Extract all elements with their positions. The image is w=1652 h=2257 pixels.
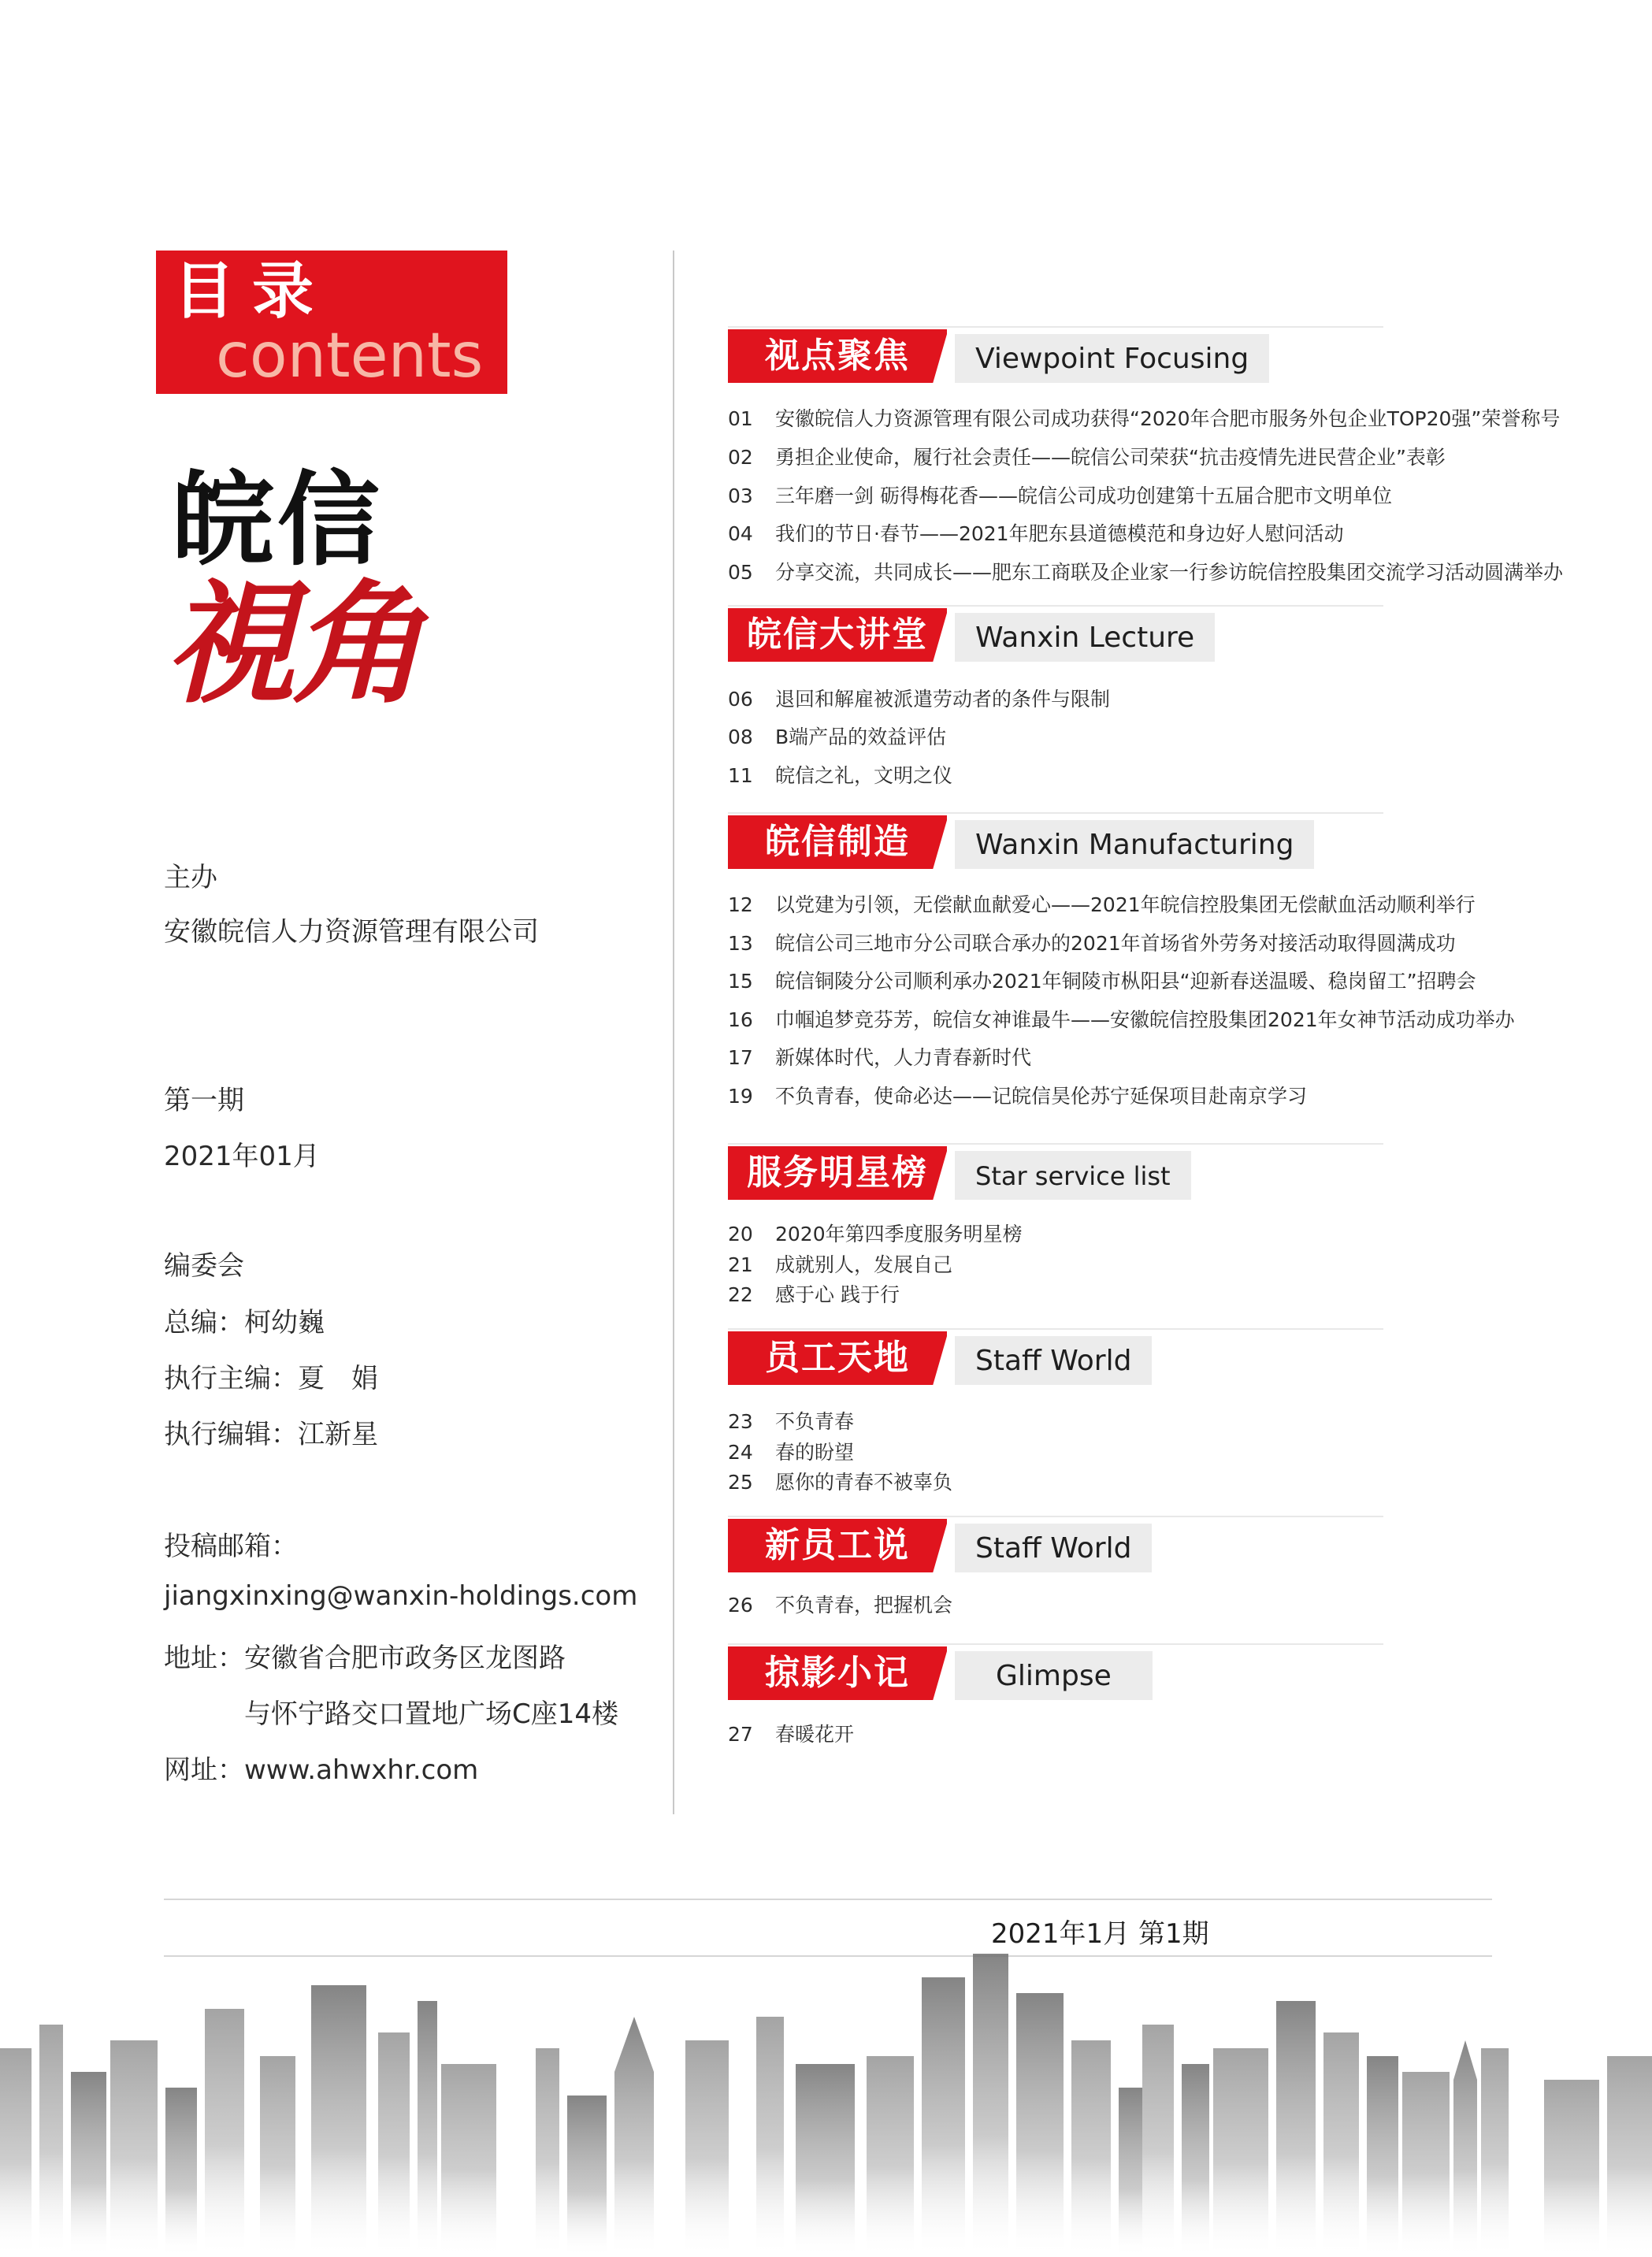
section-title-zh: 皖信大讲堂 xyxy=(728,608,947,662)
section-title-en: Staff World xyxy=(955,1524,1152,1572)
section-title-zh: 视点聚焦 xyxy=(728,329,947,383)
email-label: 投稿邮箱： xyxy=(164,1531,298,1562)
article-title: 2020年第四季度服务明星榜 xyxy=(775,1223,1023,1245)
footer-date-issue: 2021年1月 第1期 xyxy=(991,1918,1209,1950)
toc-item[interactable] xyxy=(728,684,1110,712)
issue-number: 第一期 xyxy=(164,1085,244,1116)
page-number: 17 xyxy=(728,1046,753,1069)
page-number: 08 xyxy=(728,726,753,748)
article-title: 不负青春 xyxy=(775,1410,855,1433)
page-number: 15 xyxy=(728,970,753,993)
toc-item[interactable] xyxy=(728,1590,952,1618)
section-header-viewpoint xyxy=(728,329,1383,383)
section-header-star-service xyxy=(728,1146,1383,1200)
email-link[interactable]: jiangxinxing@wanxin-holdings.com xyxy=(164,1580,638,1612)
toc-item[interactable] xyxy=(728,1279,900,1308)
toc-item[interactable] xyxy=(728,557,1563,585)
page-number: 25 xyxy=(728,1471,753,1494)
article-title: 不负青春，使命必达——记皖信昊伦苏宁延保项目赴南京学习 xyxy=(775,1085,1308,1108)
article-title: 春暖花开 xyxy=(775,1723,855,1746)
article-title: 皖信铜陵分公司顺利承办2021年铜陵市枞阳县“迎新春送温暖、稳岗留工”招聘会 xyxy=(775,970,1476,993)
article-title: B端产品的效益评估 xyxy=(775,726,947,748)
toc-item[interactable] xyxy=(728,928,1456,956)
article-title: 勇担企业使命，履行社会责任——皖信公司荣获“抗击疫情先进民营企业”表彰 xyxy=(775,446,1446,469)
page-number: 26 xyxy=(728,1594,753,1617)
toc-item[interactable] xyxy=(728,1719,854,1747)
page-number: 20 xyxy=(728,1223,753,1245)
page-number: 16 xyxy=(728,1008,753,1031)
page-number: 03 xyxy=(728,484,753,507)
toc-item[interactable] xyxy=(728,966,1476,994)
toc-item[interactable] xyxy=(728,518,1344,547)
article-title: 新媒体时代，人力青春新时代 xyxy=(775,1046,1032,1069)
address-line-2: 与怀宁路交口置地广场C座14楼 xyxy=(244,1698,619,1730)
section-title-en: Staff World xyxy=(955,1336,1152,1385)
article-title: 以党建为引领，无偿献血献爱心——2021年皖信控股集团无偿献血活动顺利举行 xyxy=(775,893,1476,916)
article-title: 皖信之礼，文明之仪 xyxy=(775,764,953,787)
page-number: 21 xyxy=(728,1253,753,1276)
toc-item[interactable] xyxy=(728,1219,1023,1247)
article-title: 分享交流，共同成长——肥东工商联及企业家一行参访皖信控股集团交流学习活动圆满举办 xyxy=(775,561,1564,584)
section-header-new-staff xyxy=(728,1519,1383,1572)
article-title: 不负青春，把握机会 xyxy=(775,1594,953,1617)
page-number: 23 xyxy=(728,1410,753,1433)
sponsor-label: 主办 xyxy=(164,862,217,893)
issue-date: 2021年01月 xyxy=(164,1141,320,1172)
column-divider xyxy=(673,251,674,1814)
section-title-en: Star service list xyxy=(955,1151,1191,1200)
toc-item[interactable] xyxy=(728,1042,1031,1071)
page-number: 24 xyxy=(728,1441,753,1464)
article-title: 成就别人，发展自己 xyxy=(775,1253,953,1276)
section-title-en: Wanxin Lecture xyxy=(955,613,1215,662)
page-number: 12 xyxy=(728,893,753,916)
page-number: 04 xyxy=(728,522,753,545)
article-title: 我们的节日·春节——2021年肥东县道德模范和身边好人慰问活动 xyxy=(775,522,1344,545)
page-number: 02 xyxy=(728,446,753,469)
toc-item[interactable] xyxy=(728,1467,952,1495)
article-title: 愿你的青春不被辜负 xyxy=(775,1471,953,1494)
chief-editor: 总编：柯幼巍 xyxy=(164,1307,325,1338)
page-number: 19 xyxy=(728,1085,753,1108)
toc-item[interactable] xyxy=(728,442,1446,470)
toc-item[interactable] xyxy=(728,403,1560,432)
article-title: 巾帼追梦竞芬芳，皖信女神谁最牛——安徽皖信控股集团2021年女神节活动成功举办 xyxy=(775,1008,1515,1031)
section-title-en: Wanxin Manufacturing xyxy=(955,820,1314,869)
sponsor-name: 安徽皖信人力资源管理有限公司 xyxy=(164,916,539,948)
page-number: 05 xyxy=(728,561,753,584)
section-rule xyxy=(728,1143,1383,1145)
section-header-manufacturing xyxy=(728,815,1383,869)
magazine-logo-top: 皖信 xyxy=(172,460,384,580)
toc-item[interactable] xyxy=(728,760,952,789)
section-rule xyxy=(728,326,1383,328)
toc-item[interactable] xyxy=(728,1437,854,1465)
toc-item[interactable] xyxy=(728,722,946,750)
article-title: 感于心 践于行 xyxy=(775,1283,900,1306)
section-title-zh: 新员工说 xyxy=(728,1519,947,1572)
city-skyline-image xyxy=(0,1954,1652,2257)
footer-rule-top xyxy=(164,1899,1492,1900)
article-title: 三年磨一剑 砺得梅花香——皖信公司成功创建第十五届合肥市文明单位 xyxy=(775,484,1392,507)
section-rule xyxy=(728,1643,1383,1645)
toc-item[interactable] xyxy=(728,1249,952,1278)
toc-item[interactable] xyxy=(728,1406,854,1435)
section-rule xyxy=(728,812,1383,814)
committee-label: 编委会 xyxy=(164,1250,244,1282)
section-rule xyxy=(728,1328,1383,1330)
address-line-1: 地址：安徽省合肥市政务区龙图路 xyxy=(164,1643,566,1674)
contents-title-en: contents xyxy=(216,321,484,392)
page-number: 13 xyxy=(728,932,753,955)
exec-editor: 执行编辑：江新星 xyxy=(164,1419,378,1450)
section-title-zh: 员工天地 xyxy=(728,1331,947,1385)
section-header-staff-world xyxy=(728,1331,1383,1385)
section-title-zh: 皖信制造 xyxy=(728,815,947,869)
magazine-logo-bottom: 視角 xyxy=(164,566,419,722)
article-title: 退回和解雇被派遣劳动者的条件与限制 xyxy=(775,688,1111,711)
website-link[interactable]: 网址：www.ahwxhr.com xyxy=(164,1754,479,1786)
toc-item[interactable] xyxy=(728,481,1392,509)
exec-chief-editor: 执行主编：夏 娟 xyxy=(164,1363,378,1394)
page-number: 22 xyxy=(728,1283,753,1306)
section-header-lecture xyxy=(728,608,1383,662)
page-number: 11 xyxy=(728,764,753,787)
page-number: 27 xyxy=(728,1723,753,1746)
toc-item[interactable] xyxy=(728,1081,1307,1109)
section-title-en: Glimpse xyxy=(955,1651,1153,1700)
section-title-zh: 掠影小记 xyxy=(728,1646,947,1700)
section-rule xyxy=(728,605,1383,607)
contents-title-zh: 目录 xyxy=(173,256,332,327)
section-rule xyxy=(728,1516,1383,1517)
page-number: 06 xyxy=(728,688,753,711)
contents-header xyxy=(156,251,507,394)
section-title-en: Viewpoint Focusing xyxy=(955,334,1269,383)
article-title: 皖信公司三地市分公司联合承办的2021年首场省外劳务对接活动取得圆满成功 xyxy=(775,932,1456,955)
toc-item[interactable] xyxy=(728,889,1476,918)
article-title: 安徽皖信人力资源管理有限公司成功获得“2020年合肥市服务外包企业TOP20强”荣誉称号 xyxy=(775,407,1561,430)
page-number: 01 xyxy=(728,407,753,430)
toc-item[interactable] xyxy=(728,1004,1515,1033)
section-title-zh: 服务明星榜 xyxy=(728,1146,947,1200)
section-header-glimpse xyxy=(728,1646,1383,1700)
article-title: 春的盼望 xyxy=(775,1441,855,1464)
